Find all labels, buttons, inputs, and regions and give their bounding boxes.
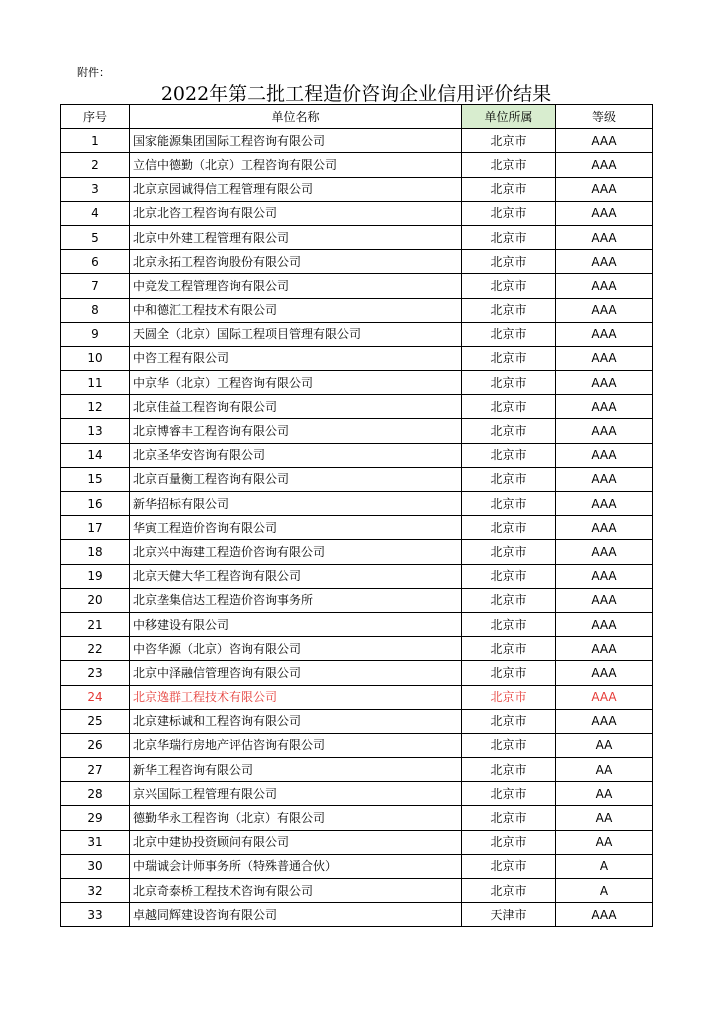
cell-grade: AAA: [556, 540, 653, 564]
cell-name: 北京圣华安咨询有限公司: [130, 443, 462, 467]
cell-city: 北京市: [462, 637, 556, 661]
cell-no: 7: [61, 274, 130, 298]
cell-grade: AAA: [556, 588, 653, 612]
cell-city: 北京市: [462, 758, 556, 782]
cell-no: 1: [61, 129, 130, 153]
table-row: [61, 564, 653, 588]
cell-city: 北京市: [462, 588, 556, 612]
table-body: [61, 129, 653, 927]
cell-city: 北京市: [462, 346, 556, 370]
cell-city: 北京市: [462, 467, 556, 491]
cell-city: 北京市: [462, 806, 556, 830]
cell-name: 北京华瑞行房地产评估咨询有限公司: [130, 733, 462, 757]
cell-grade: AAA: [556, 346, 653, 370]
cell-name: 中咨华源（北京）咨询有限公司: [130, 637, 462, 661]
table-row: [61, 758, 653, 782]
table-row: [61, 395, 653, 419]
cell-name: 北京垄集信达工程造价咨询事务所: [130, 588, 462, 612]
cell-no: 8: [61, 298, 130, 322]
cell-city: 北京市: [462, 733, 556, 757]
cell-name: 北京逸群工程技术有限公司: [130, 685, 462, 709]
cell-name: 国家能源集团国际工程咨询有限公司: [130, 129, 462, 153]
cell-no: 24: [61, 685, 130, 709]
cell-no: 28: [61, 782, 130, 806]
cell-name: 中瑞诚会计师事务所（特殊普通合伙）: [130, 854, 462, 878]
table-row: [61, 516, 653, 540]
cell-no: 33: [61, 903, 130, 927]
cell-grade: AAA: [556, 637, 653, 661]
table-row: [61, 371, 653, 395]
cell-grade: AAA: [556, 419, 653, 443]
cell-grade: AAA: [556, 322, 653, 346]
cell-city: 北京市: [462, 516, 556, 540]
cell-grade: AAA: [556, 250, 653, 274]
cell-city: 北京市: [462, 709, 556, 733]
cell-grade: A: [556, 879, 653, 903]
cell-name: 立信中德勤（北京）工程咨询有限公司: [130, 153, 462, 177]
cell-no: 26: [61, 733, 130, 757]
cell-grade: AAA: [556, 443, 653, 467]
cell-grade: AAA: [556, 129, 653, 153]
cell-grade: AAA: [556, 903, 653, 927]
table-row: [61, 322, 653, 346]
cell-city: 北京市: [462, 177, 556, 201]
table-row: [61, 443, 653, 467]
cell-city: 北京市: [462, 564, 556, 588]
table-row: [61, 903, 653, 927]
page-title: 2022年第二批工程造价咨询企业信用评价结果: [160, 83, 552, 105]
cell-no: 30: [61, 854, 130, 878]
cell-no: 29: [61, 806, 130, 830]
cell-city: 天津市: [462, 903, 556, 927]
cell-grade: AAA: [556, 274, 653, 298]
cell-no: 14: [61, 443, 130, 467]
table-row: [61, 685, 653, 709]
cell-name: 北京奇泰桥工程技术咨询有限公司: [130, 879, 462, 903]
cell-no: 6: [61, 250, 130, 274]
cell-name: 卓越同辉建设咨询有限公司: [130, 903, 462, 927]
cell-no: 3: [61, 177, 130, 201]
cell-grade: AA: [556, 782, 653, 806]
cell-grade: AAA: [556, 467, 653, 491]
table-row: [61, 346, 653, 370]
table-row: [61, 709, 653, 733]
cell-name: 北京兴中海建工程造价咨询有限公司: [130, 540, 462, 564]
cell-name: 北京永拓工程咨询股份有限公司: [130, 250, 462, 274]
cell-no: 25: [61, 709, 130, 733]
cell-no: 31: [61, 830, 130, 854]
cell-name: 北京百量衡工程咨询有限公司: [130, 467, 462, 491]
cell-no: 20: [61, 588, 130, 612]
table-row: [61, 782, 653, 806]
cell-grade: AAA: [556, 492, 653, 516]
cell-name: 北京佳益工程咨询有限公司: [130, 395, 462, 419]
table-row: [61, 879, 653, 903]
cell-grade: AAA: [556, 177, 653, 201]
cell-grade: AAA: [556, 661, 653, 685]
cell-name: 京兴国际工程管理有限公司: [130, 782, 462, 806]
table-row: [61, 419, 653, 443]
header-name: 单位名称: [130, 105, 462, 129]
cell-name: 北京建标诚和工程咨询有限公司: [130, 709, 462, 733]
cell-grade: AAA: [556, 685, 653, 709]
cell-city: 北京市: [462, 298, 556, 322]
results-table: [60, 104, 653, 927]
cell-city: 北京市: [462, 830, 556, 854]
cell-name: 中竞发工程管理咨询有限公司: [130, 274, 462, 298]
table-row: [61, 854, 653, 878]
cell-city: 北京市: [462, 879, 556, 903]
cell-name: 北京京园诚得信工程管理有限公司: [130, 177, 462, 201]
table-header-row: [61, 105, 653, 129]
cell-grade: AA: [556, 830, 653, 854]
cell-name: 华寅工程造价咨询有限公司: [130, 516, 462, 540]
table-row: [61, 467, 653, 491]
cell-grade: AAA: [556, 225, 653, 249]
cell-no: 16: [61, 492, 130, 516]
cell-city: 北京市: [462, 854, 556, 878]
cell-name: 北京天健大华工程咨询有限公司: [130, 564, 462, 588]
cell-grade: AAA: [556, 709, 653, 733]
header-city: 单位所属: [462, 105, 556, 129]
table-row: [61, 298, 653, 322]
cell-city: 北京市: [462, 225, 556, 249]
cell-no: 10: [61, 346, 130, 370]
table-row: [61, 588, 653, 612]
cell-no: 15: [61, 467, 130, 491]
cell-name: 中京华（北京）工程咨询有限公司: [130, 371, 462, 395]
cell-no: 11: [61, 371, 130, 395]
cell-name: 新华工程咨询有限公司: [130, 758, 462, 782]
table-row: [61, 806, 653, 830]
cell-city: 北京市: [462, 419, 556, 443]
cell-name: 北京博睿丰工程咨询有限公司: [130, 419, 462, 443]
table-row: [61, 733, 653, 757]
cell-city: 北京市: [462, 201, 556, 225]
cell-grade: AAA: [556, 516, 653, 540]
table-row: [61, 274, 653, 298]
cell-no: 22: [61, 637, 130, 661]
cell-name: 中移建设有限公司: [130, 612, 462, 636]
cell-no: 18: [61, 540, 130, 564]
table-row: [61, 129, 653, 153]
table-row: [61, 492, 653, 516]
attachment-label: 附件：: [77, 66, 110, 79]
table-row: [61, 201, 653, 225]
cell-name: 中咨工程有限公司: [130, 346, 462, 370]
table-row: [61, 830, 653, 854]
table-row: [61, 177, 653, 201]
cell-name: 北京中外建工程管理有限公司: [130, 225, 462, 249]
cell-city: 北京市: [462, 661, 556, 685]
cell-city: 北京市: [462, 153, 556, 177]
table-row: [61, 153, 653, 177]
cell-no: 21: [61, 612, 130, 636]
cell-grade: AAA: [556, 201, 653, 225]
cell-name: 新华招标有限公司: [130, 492, 462, 516]
cell-name: 北京北咨工程咨询有限公司: [130, 201, 462, 225]
cell-grade: AAA: [556, 371, 653, 395]
cell-city: 北京市: [462, 443, 556, 467]
cell-no: 12: [61, 395, 130, 419]
cell-no: 5: [61, 225, 130, 249]
cell-name: 德勤华永工程咨询（北京）有限公司: [130, 806, 462, 830]
cell-city: 北京市: [462, 371, 556, 395]
cell-grade: AA: [556, 733, 653, 757]
table-row: [61, 250, 653, 274]
cell-city: 北京市: [462, 322, 556, 346]
cell-grade: A: [556, 854, 653, 878]
cell-name: 中和德汇工程技术有限公司: [130, 298, 462, 322]
cell-grade: AAA: [556, 298, 653, 322]
table-row: [61, 637, 653, 661]
cell-grade: AAA: [556, 395, 653, 419]
cell-name: 北京中建协投资顾问有限公司: [130, 830, 462, 854]
cell-city: 北京市: [462, 685, 556, 709]
cell-city: 北京市: [462, 782, 556, 806]
table-row: [61, 612, 653, 636]
cell-no: 32: [61, 879, 130, 903]
cell-name: 天圆全（北京）国际工程项目管理有限公司: [130, 322, 462, 346]
cell-grade: AA: [556, 806, 653, 830]
header-grade: 等级: [556, 105, 653, 129]
cell-no: 4: [61, 201, 130, 225]
cell-city: 北京市: [462, 612, 556, 636]
cell-no: 2: [61, 153, 130, 177]
cell-no: 17: [61, 516, 130, 540]
cell-grade: AAA: [556, 564, 653, 588]
table-row: [61, 540, 653, 564]
cell-grade: AAA: [556, 153, 653, 177]
cell-city: 北京市: [462, 395, 556, 419]
cell-city: 北京市: [462, 250, 556, 274]
cell-city: 北京市: [462, 274, 556, 298]
cell-no: 27: [61, 758, 130, 782]
cell-no: 23: [61, 661, 130, 685]
cell-grade: AAA: [556, 612, 653, 636]
cell-city: 北京市: [462, 540, 556, 564]
header-no: 序号: [61, 105, 130, 129]
cell-name: 北京中泽融信管理咨询有限公司: [130, 661, 462, 685]
cell-grade: AA: [556, 758, 653, 782]
table-row: [61, 225, 653, 249]
cell-city: 北京市: [462, 492, 556, 516]
table-row: [61, 661, 653, 685]
cell-no: 9: [61, 322, 130, 346]
cell-no: 19: [61, 564, 130, 588]
cell-no: 13: [61, 419, 130, 443]
cell-city: 北京市: [462, 129, 556, 153]
